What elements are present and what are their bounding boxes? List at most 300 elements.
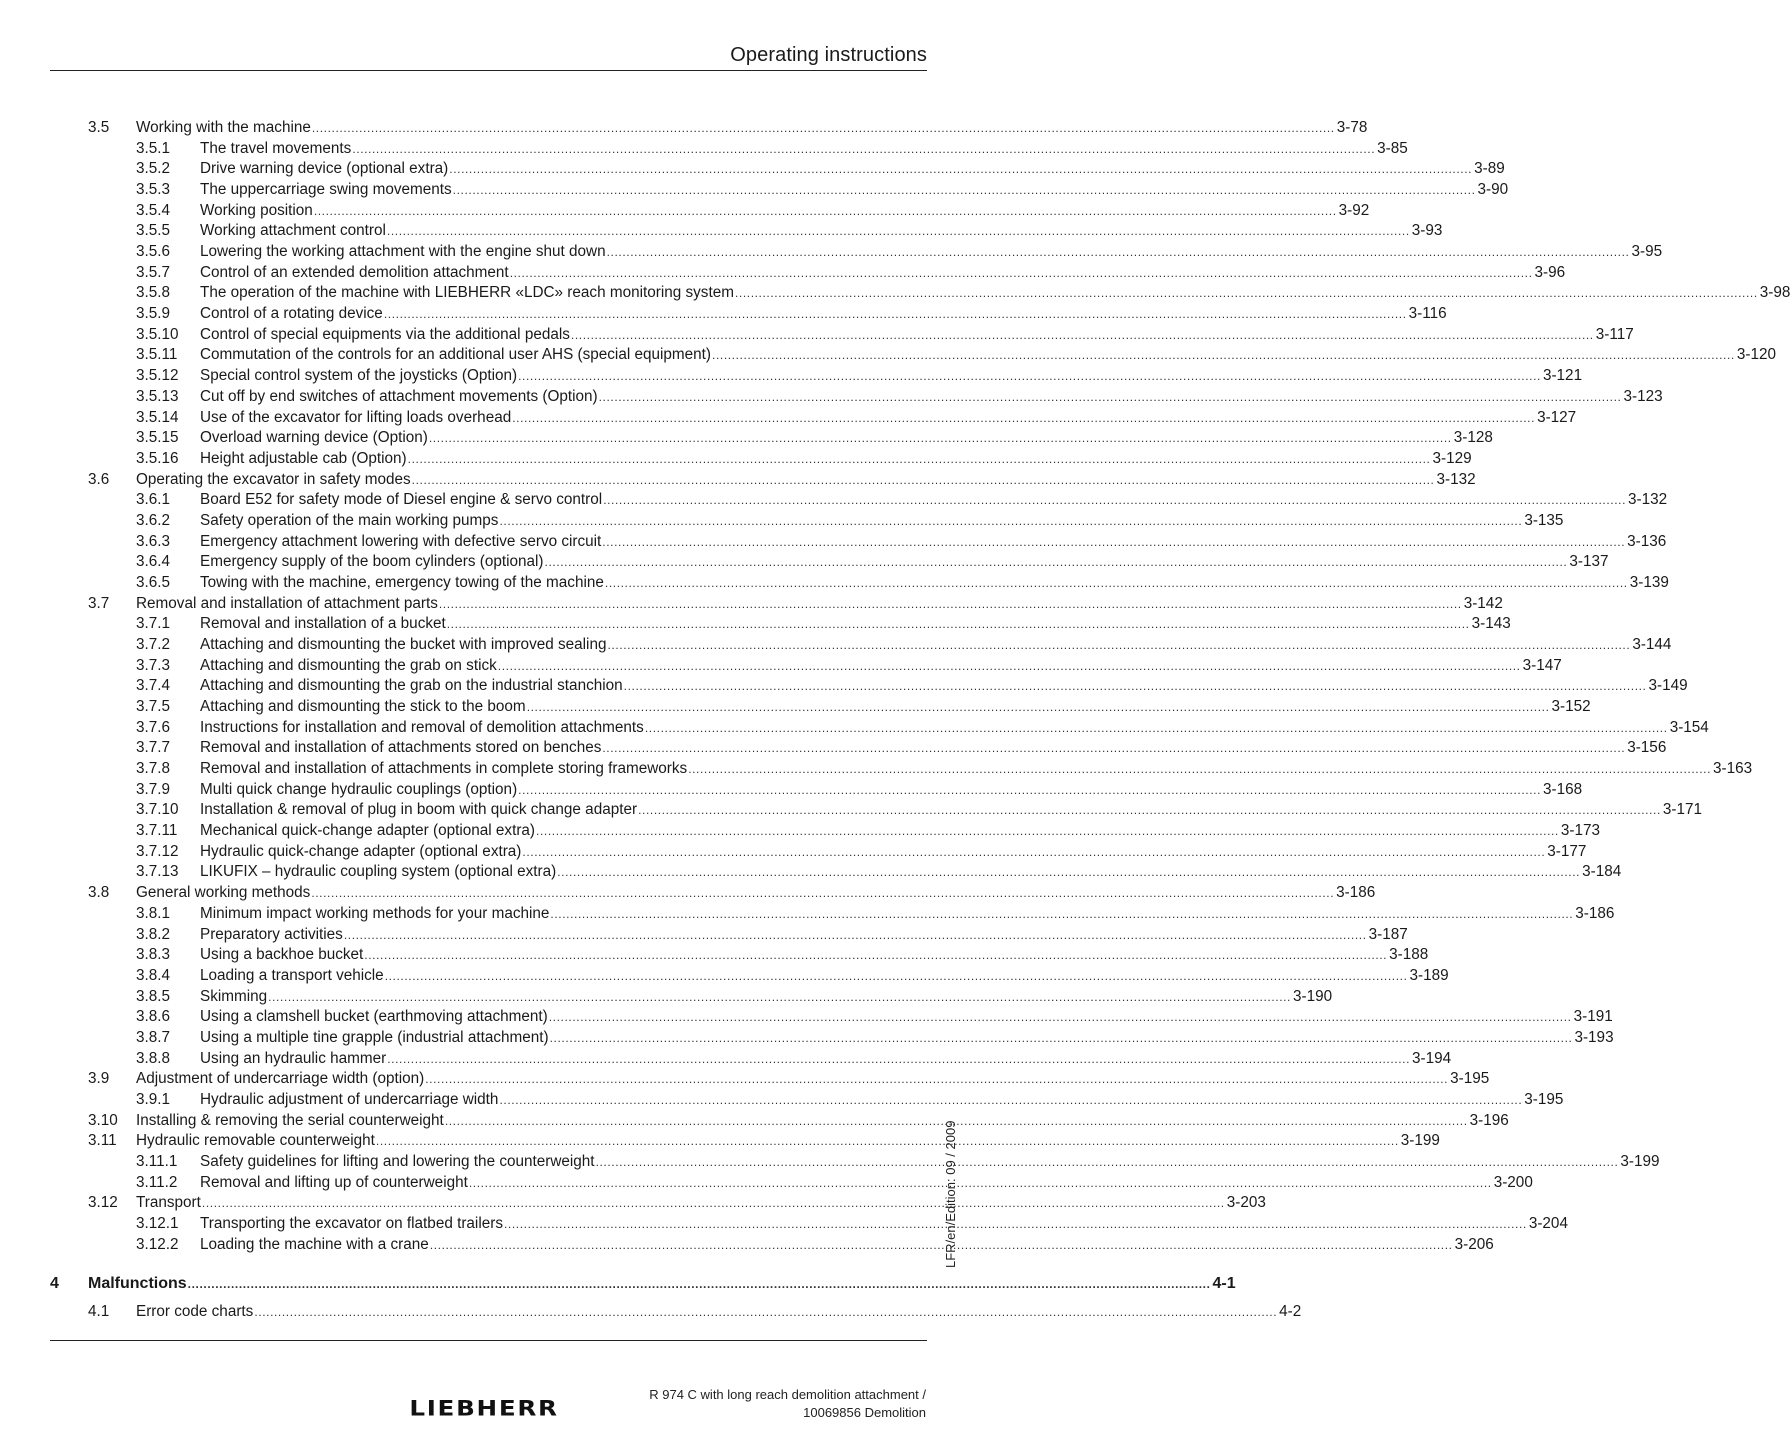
- toc-entry-line: [136, 1302, 1302, 1322]
- toc-entry-title: Height adjustable cab (Option): [200, 449, 407, 467]
- toc-entry[interactable]: [0, 925, 1408, 946]
- toc-entry-title: Multi quick change hydraulic couplings (option): [200, 780, 518, 798]
- dot-leader: ....................................................................................................................................................................................................................................................................: [446, 617, 1470, 632]
- toc-entry[interactable]: [0, 283, 1790, 304]
- dot-leader: ....................................................................................................................................................................................................................................................................: [623, 679, 1647, 694]
- toc-entry-page: 3-200: [1493, 1173, 1533, 1191]
- toc-entry-title: Using a multiple tine grapple (industrial attachment): [200, 1028, 549, 1046]
- toc-entry-line: [136, 1111, 1509, 1131]
- toc-entry[interactable]: [0, 966, 1449, 987]
- toc-entry-page: 3-147: [1522, 656, 1562, 674]
- toc-entry-page: 3-117: [1595, 325, 1634, 343]
- toc-entry-line: [200, 345, 1776, 365]
- chapter-entry[interactable]: [0, 1274, 1236, 1295]
- toc-entry-title: Hydraulic quick-change adapter (optional extra): [200, 842, 522, 860]
- toc-entry-line: [200, 139, 1408, 159]
- toc-entry-number: 3.8.7: [136, 1028, 171, 1046]
- toc-entry-page: 3-89: [1474, 160, 1505, 178]
- toc-entry-title: Removal and lifting up of counterweight: [200, 1173, 468, 1191]
- toc-entry-title: Installation & removal of plug in boom with quick change adapter: [200, 801, 638, 819]
- toc-entry[interactable]: [0, 470, 1476, 491]
- dot-leader: ....................................................................................................................................................................................................................................................................: [570, 327, 1594, 342]
- toc-entry-line: [200, 263, 1566, 283]
- toc-entry-page: 3-132: [1436, 470, 1476, 488]
- toc-entry[interactable]: [0, 1193, 1266, 1214]
- toc-entry[interactable]: [0, 904, 1615, 925]
- toc-entry-number: 4: [50, 1275, 59, 1292]
- toc-entry-page: 3-156: [1627, 739, 1667, 757]
- toc-entry-line: [200, 842, 1587, 862]
- toc-entry-page: 3-85: [1377, 139, 1408, 157]
- toc-entry[interactable]: [0, 738, 1667, 759]
- dot-leader: ....................................................................................................................................................................................................................................................................: [512, 410, 1536, 425]
- toc-entry-number: 3.5.15: [136, 429, 179, 447]
- toc-entry-number: 3.5.4: [136, 201, 171, 219]
- toc-entry-number: 3.7.11: [136, 822, 178, 840]
- toc-entry-page: 3-142: [1463, 594, 1503, 612]
- toc-entry-line: [200, 552, 1609, 572]
- dot-leader: ....................................................................................................................................................................................................................................................................: [557, 865, 1581, 880]
- toc-entry[interactable]: [0, 594, 1503, 615]
- toc-entry[interactable]: [0, 842, 1587, 863]
- toc-entry-title: Mechanical quick-change adapter (optional extra): [200, 822, 536, 840]
- toc-entry[interactable]: [0, 532, 1667, 553]
- toc-entry-title: Removal and installation of attachment parts: [136, 594, 438, 612]
- toc-entry-number: 3.7.9: [136, 780, 171, 798]
- toc-entry-line: [136, 883, 1376, 903]
- dot-leader: ....................................................................................................................................................................................................................................................................: [352, 141, 1376, 156]
- toc-entry-line: [200, 242, 1663, 262]
- toc-entry-line: [200, 780, 1583, 800]
- toc-entry-title: Drive warning device (optional extra): [200, 160, 449, 178]
- toc-entry[interactable]: [0, 614, 1511, 635]
- toc-entry-number: 3.11: [88, 1132, 117, 1150]
- toc-entry-line: [200, 904, 1615, 924]
- toc-entry-page: 3-189: [1409, 966, 1449, 984]
- toc-entry-page: 3-194: [1412, 1049, 1452, 1067]
- toc-entry-line: [200, 573, 1669, 593]
- toc-entry-number: 3.5.2: [136, 160, 171, 178]
- toc-entry[interactable]: [0, 987, 1333, 1008]
- toc-entry-page: 3-90: [1477, 181, 1509, 199]
- toc-entry-page: 3-152: [1551, 698, 1591, 716]
- toc-entry[interactable]: [0, 139, 1408, 160]
- toc-entry-page: 3-95: [1631, 243, 1663, 261]
- toc-entry-page: 3-154: [1669, 718, 1709, 736]
- toc-entry-page: 3-135: [1524, 511, 1564, 529]
- toc-entry-page: 3-149: [1648, 677, 1688, 695]
- dot-leader: ....................................................................................................................................................................................................................................................................: [364, 948, 1388, 963]
- toc-entry-number: 3.5.5: [136, 222, 171, 240]
- toc-entry-line: [200, 1173, 1533, 1193]
- toc-entry-page: 3-199: [1400, 1132, 1440, 1150]
- toc-entry[interactable]: [0, 697, 1591, 718]
- toc-entry-page: 3-195: [1524, 1090, 1564, 1108]
- dot-leader: ....................................................................................................................................................................................................................................................................: [428, 431, 1452, 446]
- toc-entry-line: [200, 987, 1333, 1007]
- toc-entry[interactable]: [0, 1214, 1568, 1235]
- toc-entry-line: [200, 283, 1790, 303]
- toc-entry-number: 3.7.7: [136, 739, 171, 757]
- toc-entry[interactable]: [0, 118, 1368, 139]
- toc-entry-line: [88, 1274, 1236, 1294]
- toc-entry-title: Removal and installation of a bucket: [200, 615, 446, 633]
- toc-entry-line: [200, 449, 1472, 469]
- dot-leader: ....................................................................................................................................................................................................................................................................: [550, 906, 1574, 921]
- toc-entry[interactable]: [0, 800, 1703, 821]
- toc-entry-line: [200, 800, 1703, 820]
- toc-entry-title: Cut off by end switches of attachment movements (Option): [200, 387, 598, 405]
- toc-entry-page: 3-186: [1336, 884, 1376, 902]
- toc-entry[interactable]: [0, 159, 1505, 180]
- toc-entry-title: Using a clamshell bucket (earthmoving attachment): [200, 1008, 548, 1026]
- toc-entry-title: Lowering the working attachment with the engine shut down: [200, 243, 606, 261]
- toc-entry-number: 3.5.9: [136, 305, 171, 323]
- toc-entry-title: Control of a rotating device: [200, 305, 383, 323]
- toc-entry[interactable]: [0, 1235, 1494, 1256]
- toc-entry[interactable]: [0, 449, 1472, 470]
- dot-leader: ....................................................................................................................................................................................................................................................................: [526, 700, 1550, 715]
- toc-entry-number: 3.5.3: [136, 181, 171, 199]
- toc-entry-number: 3.11.1: [136, 1153, 178, 1170]
- toc-entry-line: [200, 201, 1370, 221]
- toc-entry-page: 3-96: [1534, 263, 1566, 281]
- toc-entry-number: 3.6.5: [136, 573, 171, 591]
- dot-leader: ....................................................................................................................................................................................................................................................................: [603, 493, 1627, 508]
- toc-entry[interactable]: [0, 821, 1600, 842]
- toc-entry-title: Overload warning device (Option): [200, 429, 428, 447]
- toc-entry-number: 3.5.1: [136, 139, 171, 157]
- dot-leader: ....................................................................................................................................................................................................................................................................: [604, 575, 1628, 590]
- toc-entry-page: 3-136: [1627, 532, 1667, 550]
- toc-entry[interactable]: [0, 180, 1509, 201]
- toc-entry-line: [200, 1007, 1613, 1027]
- toc-entry-title: Error code charts: [136, 1303, 254, 1320]
- dot-leader: ....................................................................................................................................................................................................................................................................: [383, 307, 1407, 322]
- toc-entry-line: [200, 966, 1449, 986]
- footer-model-line-2: 10069856 Demolition: [803, 1405, 926, 1420]
- toc-entry[interactable]: [0, 1090, 1564, 1111]
- edition-note: LFR/en/Edition: 09 / 2009: [943, 1120, 958, 1268]
- toc-entry-page: 3-184: [1582, 863, 1622, 881]
- toc-entry-page: 3-116: [1408, 305, 1447, 323]
- toc-entry-page: 3-129: [1432, 449, 1472, 467]
- toc-entry-number: 3.7.6: [136, 718, 171, 736]
- toc-entry-title: Installing & removing the serial counterweight: [136, 1111, 444, 1129]
- toc-entry-page: 3-127: [1537, 408, 1577, 426]
- dot-leader: ....................................................................................................................................................................................................................................................................: [449, 162, 1473, 177]
- toc-entry-title: Skimming: [200, 987, 268, 1005]
- toc-entry-number: 3.7.3: [136, 656, 171, 674]
- dot-leader: ....................................................................................................................................................................................................................................................................: [499, 1092, 1523, 1107]
- toc-entry-line: [136, 1193, 1266, 1213]
- toc-entry[interactable]: [0, 1069, 1490, 1090]
- dot-leader: ....................................................................................................................................................................................................................................................................: [201, 1196, 1225, 1211]
- toc-entry-line: [200, 656, 1562, 676]
- toc-entry-number: 3.5.8: [136, 284, 171, 302]
- toc-entry-line: [200, 759, 1753, 779]
- toc-entry-title: Removal and installation of attachments in complete storing frameworks: [200, 760, 688, 778]
- toc-entry-number: 3.7.12: [136, 842, 179, 860]
- footer-model-info: [649, 1386, 926, 1422]
- toc-entry[interactable]: [0, 490, 1668, 511]
- toc-entry[interactable]: [0, 635, 1672, 656]
- toc-entry-page: 3-163: [1713, 760, 1753, 778]
- toc-entry-number: 3.7.5: [136, 698, 171, 716]
- toc-entry-page: 3-203: [1226, 1194, 1266, 1212]
- toc-entry-number: 3.8.5: [136, 987, 171, 1005]
- dot-leader: ....................................................................................................................................................................................................................................................................: [712, 348, 1735, 363]
- dot-leader: ....................................................................................................................................................................................................................................................................: [734, 286, 1758, 301]
- dot-leader: ....................................................................................................................................................................................................................................................................: [638, 803, 1661, 818]
- toc-entry[interactable]: [0, 242, 1663, 263]
- toc-entry-title: Attaching and dismounting the stick to the boom: [200, 698, 526, 716]
- toc-entry-number: 3.9.1: [136, 1090, 171, 1108]
- toc-entry-line: [200, 180, 1509, 200]
- toc-entry-title: Hydraulic adjustment of undercarriage width: [200, 1090, 499, 1108]
- dot-leader: ....................................................................................................................................................................................................................................................................: [268, 989, 1291, 1004]
- toc-entry[interactable]: [0, 759, 1753, 780]
- toc-entry-title: Working position: [200, 201, 313, 219]
- toc-entry-number: 3.8.2: [136, 925, 171, 943]
- toc-entry-page: 3-171: [1662, 801, 1703, 819]
- toc-entry[interactable]: [0, 862, 1622, 883]
- dot-leader: ....................................................................................................................................................................................................................................................................: [548, 1010, 1572, 1025]
- toc-entry-line: [200, 1090, 1564, 1110]
- toc-entry-title: Control of special equipments via the additional pedals: [200, 325, 570, 343]
- toc-entry-title: Attaching and dismounting the bucket with improved sealing: [200, 636, 607, 653]
- toc-entry-page: 3-196: [1469, 1111, 1509, 1129]
- dot-leader: ....................................................................................................................................................................................................................................................................: [602, 741, 1626, 756]
- dot-leader: ....................................................................................................................................................................................................................................................................: [536, 824, 1559, 839]
- dot-leader: ....................................................................................................................................................................................................................................................................: [313, 203, 1337, 218]
- toc-entry[interactable]: [0, 1173, 1533, 1194]
- toc-entry[interactable]: [0, 718, 1709, 739]
- toc-entry-line: [136, 118, 1368, 138]
- toc-entry-title: Safety guidelines for lifting and lowering the counterweight: [200, 1153, 595, 1170]
- toc-entry-title: Malfunctions: [88, 1275, 187, 1292]
- toc-entry[interactable]: [0, 676, 1688, 697]
- toc-entry-title: Preparatory activities: [200, 925, 343, 943]
- toc-entry-page: 3-193: [1574, 1028, 1614, 1046]
- toc-entry-page: 3-137: [1569, 553, 1609, 571]
- toc-entry-line: [200, 821, 1600, 841]
- toc-entry[interactable]: [0, 325, 1634, 346]
- toc-entry-line: [200, 325, 1634, 345]
- dot-leader: ....................................................................................................................................................................................................................................................................: [503, 1217, 1527, 1232]
- toc-entry-page: 3-132: [1628, 491, 1668, 509]
- toc-entry-title: Use of the excavator for lifting loads overhead: [200, 408, 512, 426]
- toc-entry-line: [200, 738, 1667, 758]
- dot-leader: ....................................................................................................................................................................................................................................................................: [386, 224, 1410, 239]
- toc-entry-number: 3.5.6: [136, 243, 171, 261]
- toc-entry-line: [200, 1214, 1568, 1234]
- toc-entry[interactable]: [0, 1049, 1452, 1070]
- toc-entry[interactable]: [0, 1007, 1613, 1028]
- toc-entry[interactable]: [0, 1131, 1440, 1152]
- toc-entry-page: 3-177: [1547, 842, 1587, 860]
- footer-model-line-1: R 974 C with long reach demolition attachment /: [649, 1387, 926, 1402]
- toc-entry-number: 3.8: [88, 884, 110, 902]
- toc-entry-number: 3.10: [88, 1111, 118, 1129]
- toc-entry-title: Minimum impact working methods for your machine: [200, 904, 550, 922]
- toc-entry[interactable]: [0, 1152, 1660, 1173]
- toc-entry[interactable]: [0, 221, 1443, 242]
- toc-entry-number: 3.5: [88, 119, 110, 136]
- toc-entry[interactable]: [0, 573, 1669, 594]
- toc-entry-line: [200, 387, 1663, 407]
- toc-entry-page: 3-186: [1575, 904, 1615, 922]
- toc-entry[interactable]: [0, 1111, 1509, 1132]
- toc-entry-page: 3-144: [1632, 636, 1672, 653]
- toc-entry-title: Instructions for installation and removal of demolition attachments: [200, 718, 644, 736]
- toc-entry-title: Removal and installation of attachments stored on benches: [200, 739, 602, 757]
- toc-entry-title: Emergency attachment lowering with defective servo circuit: [200, 532, 602, 550]
- toc-entry[interactable]: [0, 263, 1566, 284]
- toc-entry-page: 3-93: [1411, 222, 1443, 240]
- dot-leader: ....................................................................................................................................................................................................................................................................: [438, 596, 1462, 611]
- toc-entry-line: [200, 925, 1408, 945]
- toc-entry-number: 3.12.1: [136, 1215, 179, 1233]
- dot-leader: ....................................................................................................................................................................................................................................................................: [497, 658, 1521, 673]
- toc-entry-line: [136, 1131, 1440, 1151]
- toc-entry[interactable]: [0, 1028, 1614, 1049]
- toc-entry-title: Working attachment control: [200, 222, 386, 240]
- dot-leader: ....................................................................................................................................................................................................................................................................: [644, 720, 1668, 735]
- toc-entry-page: 3-190: [1293, 987, 1333, 1005]
- toc-entry-line: [200, 1235, 1494, 1255]
- toc-entry-line: [200, 1049, 1452, 1069]
- toc-entry[interactable]: [0, 883, 1376, 904]
- toc-entry-title: Control of an extended demolition attachment: [200, 263, 509, 281]
- toc-entry-line: [136, 470, 1476, 490]
- dot-leader: ....................................................................................................................................................................................................................................................................: [499, 513, 1523, 528]
- toc-entry-title: Attaching and dismounting the grab on the industrial stanchion: [200, 677, 623, 695]
- toc-entry[interactable]: [0, 408, 1577, 429]
- toc-entry[interactable]: [0, 428, 1493, 449]
- toc-entry-page: 3-98: [1759, 284, 1790, 302]
- toc-entry-page: 3-143: [1471, 615, 1511, 633]
- header-title: Operating instructions: [730, 44, 927, 66]
- toc-entry[interactable]: [0, 366, 1583, 387]
- toc-entry-line: [136, 594, 1503, 614]
- toc-entry-title: General working methods: [136, 884, 311, 902]
- toc-entry-line: [200, 408, 1577, 428]
- dot-leader: ....................................................................................................................................................................................................................................................................: [688, 762, 1712, 777]
- toc-entry-title: Using a backhoe bucket: [200, 946, 364, 964]
- toc-entry-line: [200, 304, 1447, 324]
- toc-entry-page: 3-168: [1543, 780, 1583, 798]
- toc-entry-number: 3.7.4: [136, 677, 171, 695]
- toc-entry-number: 3.6.4: [136, 553, 171, 571]
- toc-entry-page: 3-195: [1450, 1070, 1490, 1088]
- toc-entry-line: [200, 1028, 1614, 1048]
- dot-leader: ....................................................................................................................................................................................................................................................................: [522, 844, 1546, 859]
- dot-leader: ....................................................................................................................................................................................................................................................................: [311, 121, 1335, 135]
- dot-leader: ....................................................................................................................................................................................................................................................................: [384, 968, 1408, 983]
- toc-entry-title: Board E52 for safety mode of Diesel engine & servo control: [200, 491, 603, 509]
- toc-entry-title: Special control system of the joysticks (Option): [200, 367, 518, 385]
- toc-entry-line: [200, 1152, 1660, 1172]
- toc-entry[interactable]: [0, 945, 1429, 966]
- toc-entry-title: Working with the machine: [136, 119, 311, 136]
- toc-entry-line: [200, 511, 1564, 531]
- toc-entry-title: LIKUFIX – hydraulic coupling system (optional extra): [200, 863, 557, 881]
- toc-entry[interactable]: [0, 304, 1447, 325]
- toc-entry-line: [200, 532, 1667, 552]
- toc-entry-number: 3.7: [88, 594, 110, 612]
- toc-entry-page: 3-128: [1453, 429, 1493, 447]
- toc-entry-title: The uppercarriage swing movements: [200, 181, 452, 199]
- toc-entry-number: 3.12.2: [136, 1235, 179, 1253]
- toc-entry[interactable]: [0, 1302, 1302, 1323]
- toc-entry-line: [136, 1069, 1490, 1089]
- toc-entry[interactable]: [0, 387, 1663, 408]
- dot-leader: ....................................................................................................................................................................................................................................................................: [598, 389, 1622, 404]
- toc-entry[interactable]: [0, 656, 1562, 677]
- toc-entry-number: 3.5.13: [136, 387, 179, 405]
- dot-leader: ....................................................................................................................................................................................................................................................................: [375, 1134, 1399, 1149]
- toc-entry-number: 3.9: [88, 1070, 110, 1088]
- toc-entry-number: 3.8.6: [136, 1008, 171, 1026]
- toc-entry-number: 4.1: [88, 1303, 110, 1320]
- toc-entry-page: 3-121: [1542, 367, 1583, 385]
- toc-entry[interactable]: [0, 552, 1609, 573]
- toc-entry-title: Adjustment of undercarriage width (option): [136, 1070, 425, 1088]
- toc-entry-title: Transport: [136, 1194, 201, 1212]
- dot-leader: ....................................................................................................................................................................................................................................................................: [518, 369, 1541, 384]
- toc-entry-line: [200, 614, 1511, 634]
- toc-entry-title: Using an hydraulic hammer: [200, 1049, 387, 1067]
- toc-entry-number: 3.8.3: [136, 946, 171, 964]
- toc-entry-line: [200, 635, 1672, 655]
- toc-entry-line: [200, 676, 1688, 696]
- toc-entry-number: 3.8.1: [136, 904, 171, 922]
- dot-leader: ....................................................................................................................................................................................................................................................................: [387, 1051, 1411, 1066]
- toc-entry-number: 3.12: [88, 1194, 118, 1212]
- dot-leader: ....................................................................................................................................................................................................................................................................: [468, 1175, 1492, 1190]
- toc-entry-line: [200, 366, 1583, 386]
- dot-leader: ....................................................................................................................................................................................................................................................................: [343, 927, 1367, 942]
- toc-entry-title: Emergency supply of the boom cylinders (optional): [200, 553, 544, 571]
- dot-leader: ....................................................................................................................................................................................................................................................................: [595, 1155, 1619, 1169]
- toc-entry[interactable]: [0, 345, 1776, 366]
- dot-leader: ....................................................................................................................................................................................................................................................................: [544, 555, 1568, 570]
- dot-leader: ....................................................................................................................................................................................................................................................................: [602, 534, 1626, 549]
- dot-leader: ....................................................................................................................................................................................................................................................................: [254, 1305, 1278, 1319]
- toc-entry-title: Safety operation of the main working pumps: [200, 511, 499, 529]
- toc-entry[interactable]: [0, 201, 1370, 222]
- footer-divider: [50, 1340, 927, 1341]
- toc-entry-line: [200, 862, 1622, 882]
- toc-entry-page: 4-1: [1212, 1275, 1236, 1292]
- toc-entry[interactable]: [0, 511, 1564, 532]
- toc-entry-title: The travel movements: [200, 139, 352, 157]
- toc-entry-number: 3.11.2: [136, 1173, 178, 1191]
- toc-entry-number: 3.7.1: [136, 615, 171, 633]
- toc-entry-number: 3.5.7: [136, 263, 171, 281]
- toc-entry-number: 3.7.8: [136, 760, 171, 778]
- toc-entry-page: 3-139: [1629, 573, 1669, 591]
- dot-leader: ....................................................................................................................................................................................................................................................................: [311, 886, 1335, 901]
- toc-entry-line: [200, 697, 1591, 717]
- toc-entry-page: 4-2: [1279, 1303, 1302, 1320]
- dot-leader: ....................................................................................................................................................................................................................................................................: [518, 782, 1542, 797]
- toc-entry-number: 3.5.11: [136, 346, 178, 364]
- toc-entry-page: 3-173: [1560, 822, 1600, 840]
- toc-entry-page: 3-92: [1338, 201, 1370, 219]
- toc-entry[interactable]: [0, 780, 1583, 801]
